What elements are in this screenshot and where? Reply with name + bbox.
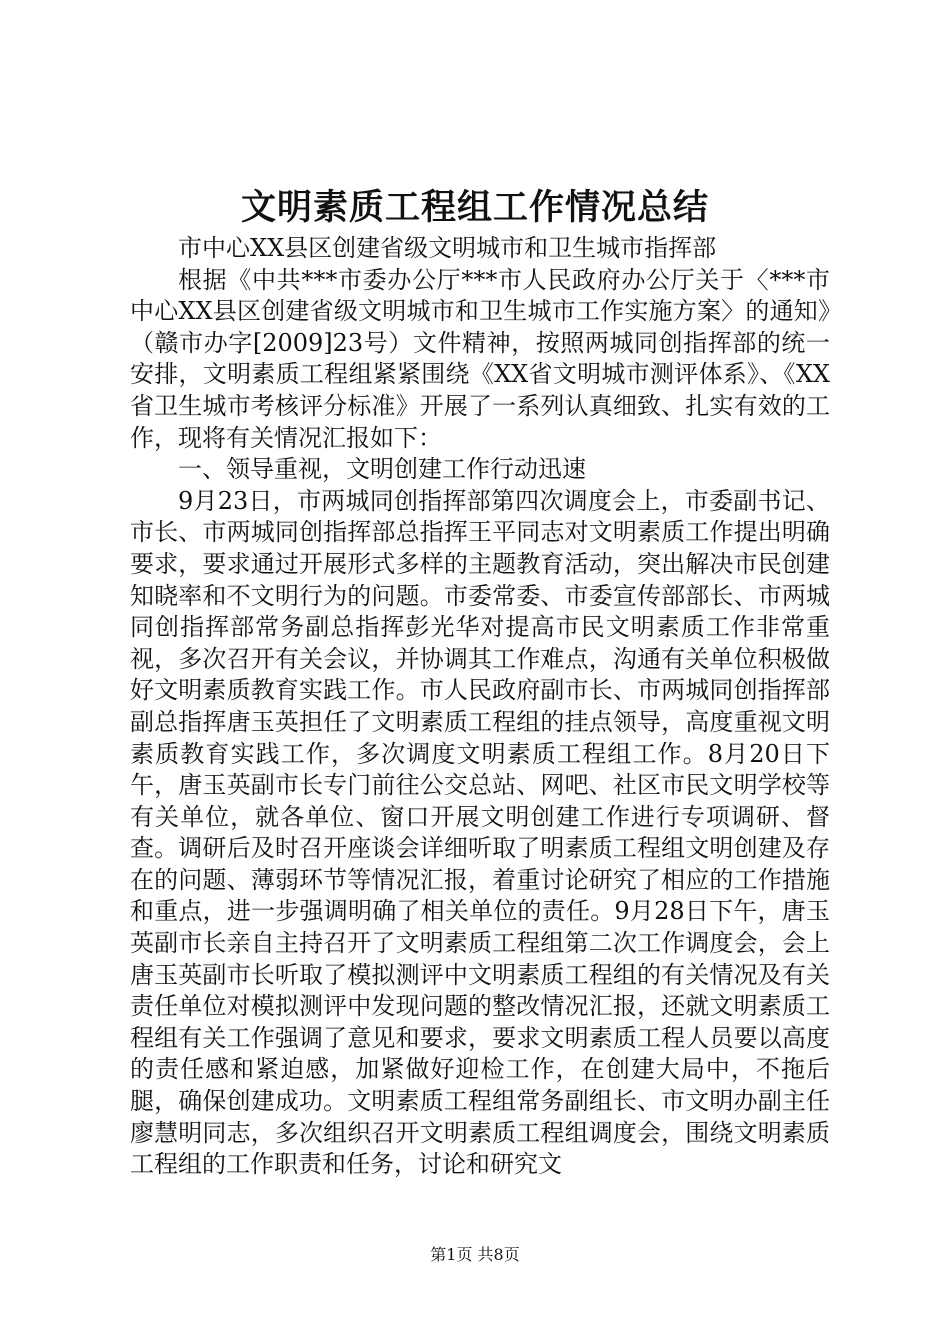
document-title: 文明素质工程组工作情况总结 [240,187,709,228]
paragraph-section-1: 9月23日，市两城同创指挥部第四次调度会上，市委副书记、市长、市两城同创指挥部总指挥王平同志对文明素质工作提出明确要求，要求通过开展形式多样的主题教育活动，突出解决市民创建知晓率和不文明行为的问题。市委常委、市委宣传部部长、市两城同创指挥部常务副总指挥彭光华对提高市民文明素质工作非常重视，多次召开有关会议，并协调其工作难点，沟通有关单位积极做好文明素质教育实践工作。市人民政府副市长、市两城同创指挥部副总指挥唐玉英担任了文明素质工程组的挂点领导，高度重视文明素质教育实践工作，多次调度文明素质工程组工作。8月20日下午，唐玉英副市长专门前往公交总站、网吧、社区市民文明学校等有关单位，就各单位、窗口开展文明创建工作进行专项调研、督查。调研后及时召开座谈会详细听取了明素质工程组文明创建及存在的问题、薄弱环节等情况汇报，着重讨论研究了相应的工作措施和重点，进一步强调明确了相关单位的责任。9月28日下午，唐玉英副市长亲自主持召开了文明素质工程组第二次工作调度会，会上唐玉英副市长听取了模拟测评中文明素质工程组的有关情况及有关责任单位对模拟测评中发现问题的整改情况汇报，还就文明素质工程组有关工作强调了意见和要求，要求文明素质工程人员要以高度的责任感和紧迫感，加紧做好迎检工作，在创建大局中，不拖后腿，确保创建成功。文明素质工程组常务副组长、市文明办副主任廖慧明同志，多次组织召开文明素质工程组调度会，围绕文明素质工程组的工作职责和任务，讨论和研究文 [130,486,830,1179]
paragraph-organization: 市中心XX县区创建省级文明城市和卫生城市指挥部 [178,234,717,262]
document-body [130,233,830,1181]
section-heading-1: 一、领导重视，文明创建工作行动迅速 [178,455,586,484]
paragraph-intro: 根据《中共***市委办公厅***市人民政府办公厅关于〈***市中心XX县区创建省级文明城市和卫生城市工作实施方案〉的通知》（赣市办字[2009]23号）文件精神，按照两城同创指挥部的统一安排，文明素质工程组紧紧围绕《XX省文明城市测评体系》、《XX省卫生城市考核评分标准》开展了一系列认真细致、扎实有效的工作，现将有关情况汇报如下： [130,265,830,452]
page-footer: 第1页 共8页 [430,1245,520,1264]
